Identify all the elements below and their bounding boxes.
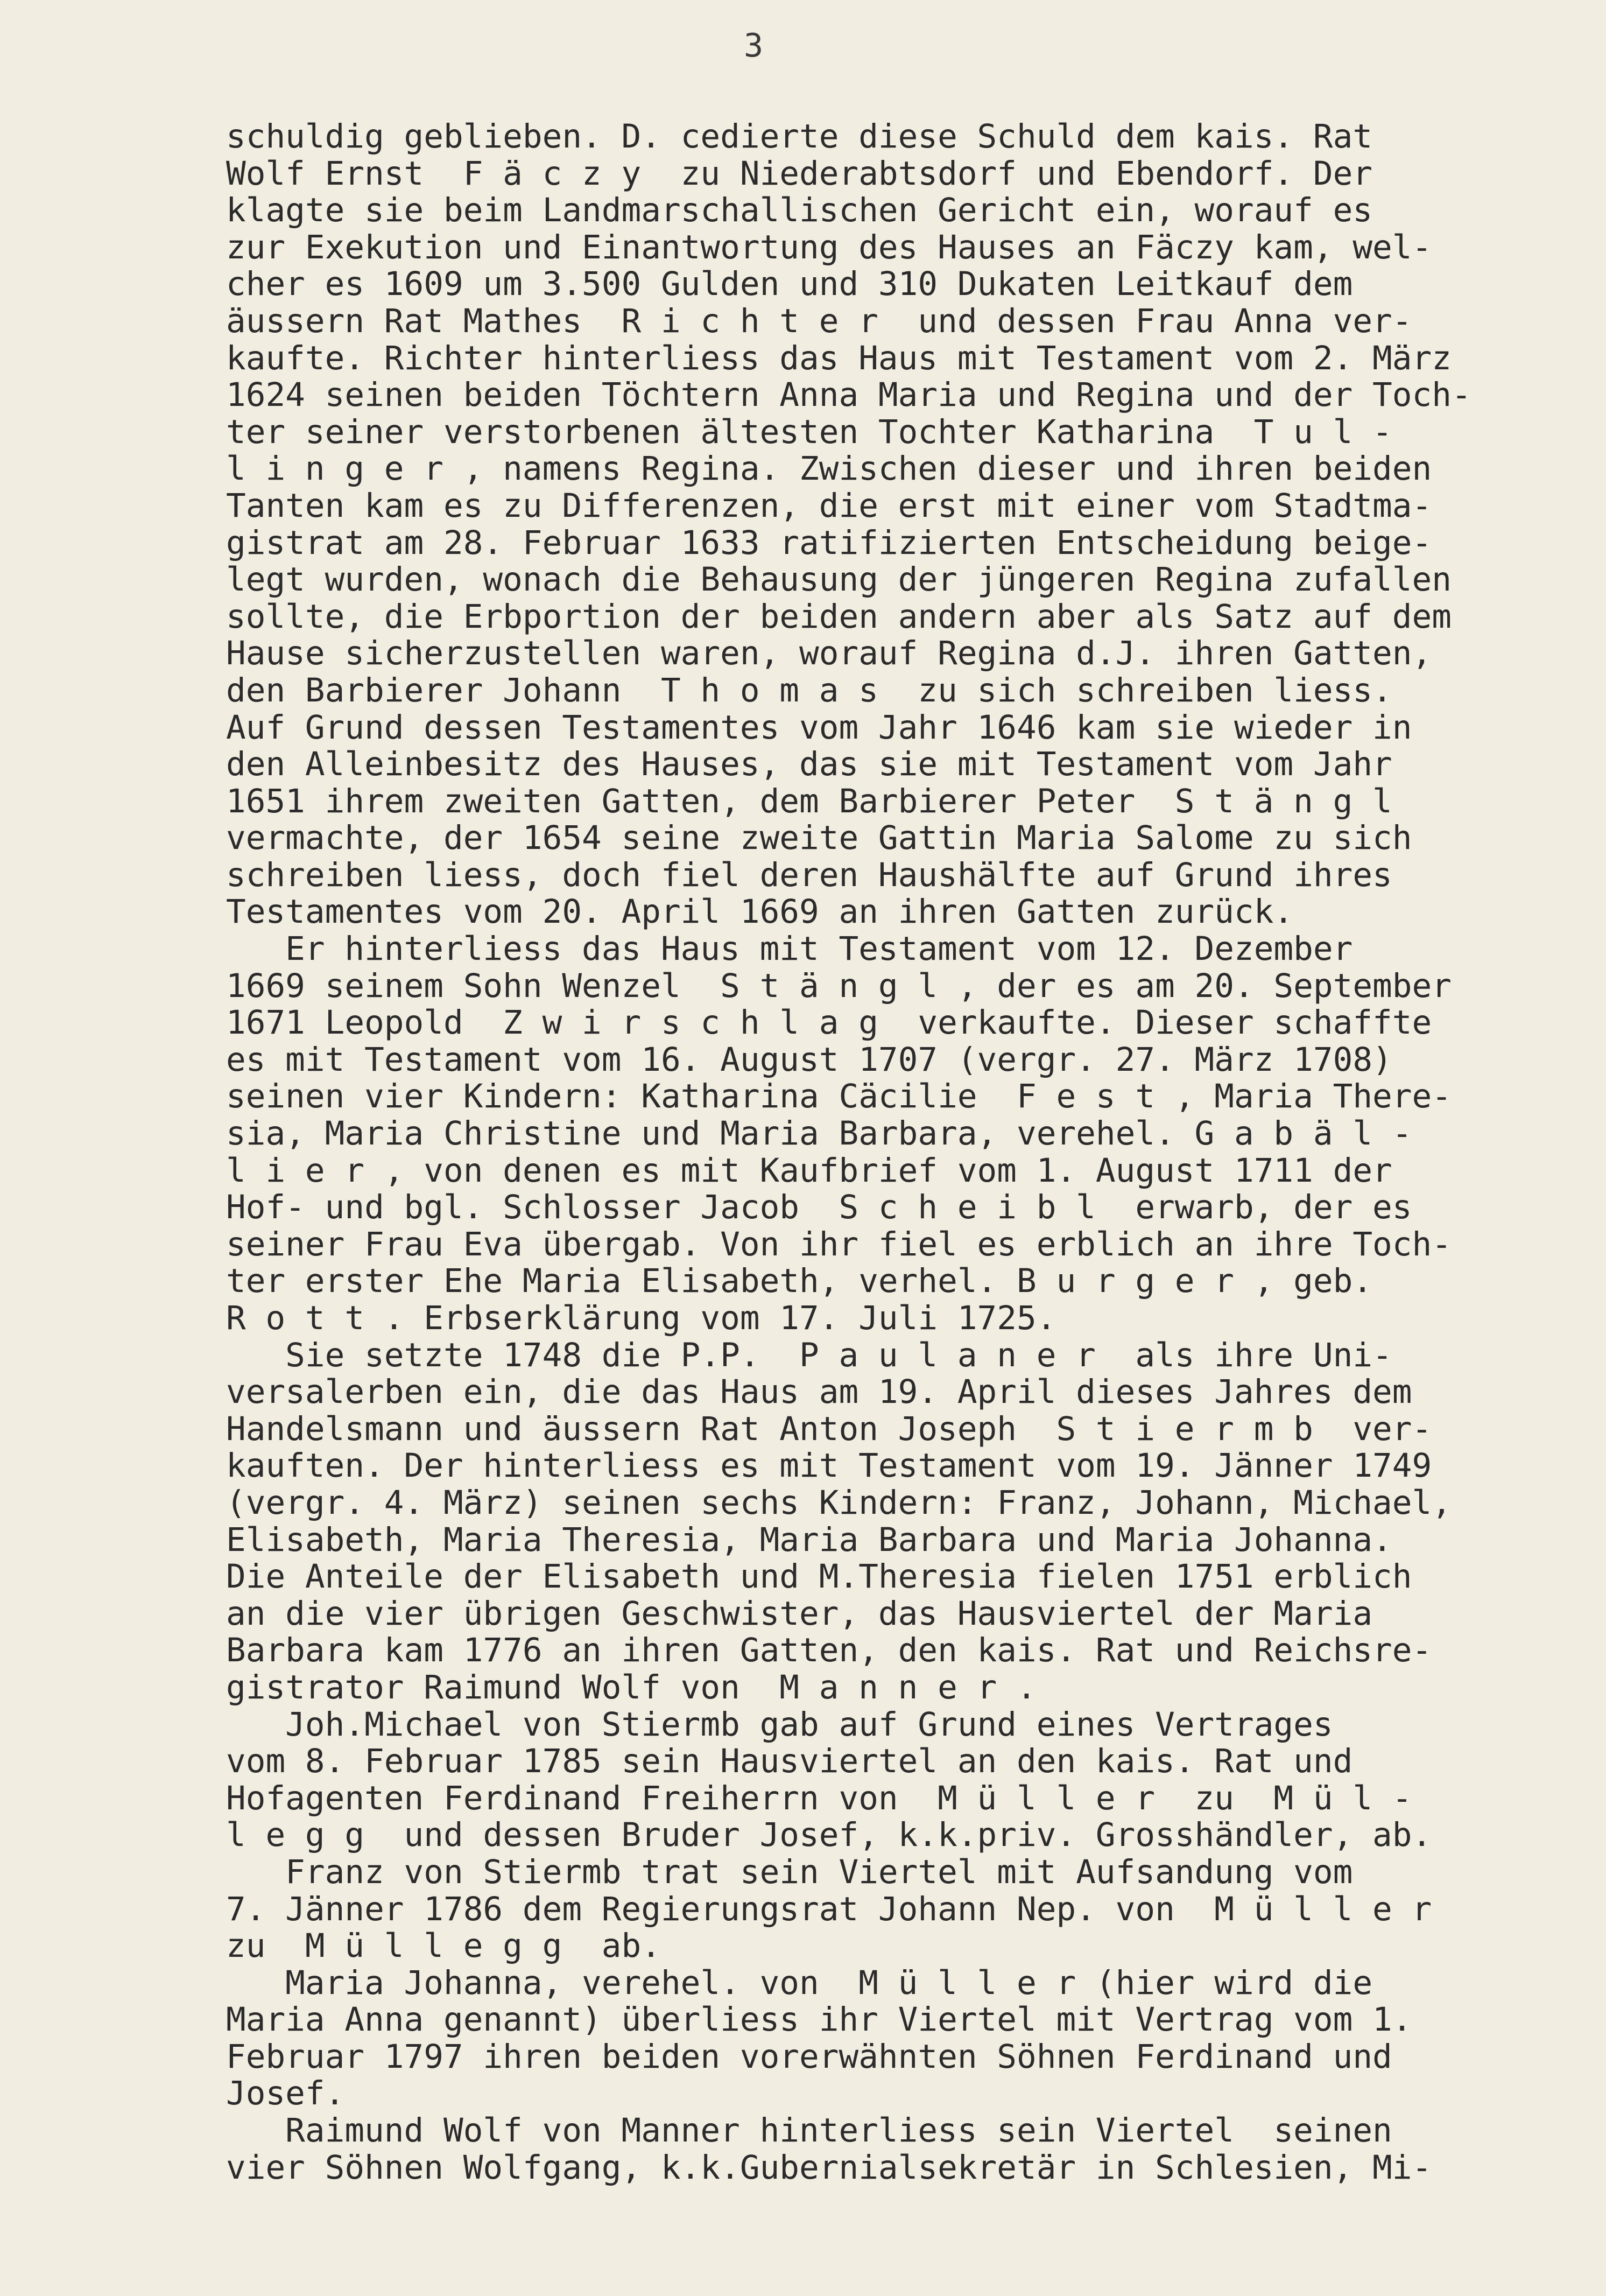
text-line: l i n g e r , namens Regina. Zwischen dieser und ihren beiden <box>226 450 1432 488</box>
text-line: sollte, die Erbportion der beiden andern aber als Satz auf dem <box>226 597 1452 636</box>
text-line: Die Anteile der Elisabeth und M.Theresia fielen 1751 erblich <box>226 1557 1412 1596</box>
text-line: gistrat am 28. Februar 1633 ratifizierten Entscheidung beige- <box>226 523 1432 562</box>
text-line: schuldig geblieben. D. cedierte diese Schuld dem kais. Rat <box>226 117 1373 156</box>
text-line: l e g g und dessen Bruder Josef, k.k.priv. Grosshändler, ab. <box>226 1816 1432 1855</box>
text-line: Franz von Stiermb trat sein Viertel mit Aufsandung vom <box>226 1852 1353 1891</box>
text-line: cher es 1609 um 3.500 Gulden und 310 Dukaten Leitkauf dem <box>226 265 1353 304</box>
text-line: ter erster Ehe Maria Elisabeth, verhel. B u r g e r , geb. <box>226 1262 1373 1301</box>
text-line: Testamentes vom 20. April 1669 an ihren Gatten zurück. <box>226 893 1294 931</box>
text-line: kauften. Der hinterliess es mit Testament vom 19. Jänner 1749 <box>226 1447 1432 1485</box>
text-line: gistrator Raimund Wolf von M a n n e r . <box>226 1668 1037 1707</box>
text-line: Maria Anna genannt) überliess ihr Viertel mit Vertrag vom 1. <box>226 2000 1412 2039</box>
text-line: Hause sicherzustellen waren, worauf Regina d.J. ihren Gatten, <box>226 634 1432 673</box>
text-line: Maria Johanna, verehel. von M ü l l e r (hier wird die <box>226 1963 1373 2002</box>
text-line: 1651 ihrem zweiten Gatten, dem Barbierer Peter S t ä n g l <box>226 782 1392 820</box>
text-line: seinen vier Kindern: Katharina Cäcilie F e s t , Maria There- <box>226 1077 1452 1116</box>
text-line: Elisabeth, Maria Theresia, Maria Barbara und Maria Johanna. <box>226 1520 1392 1559</box>
text-line: Handelsmann und äussern Rat Anton Joseph S t i e r m b ver- <box>226 1409 1432 1448</box>
text-line: zu M ü l l e g g ab. <box>226 1927 661 1965</box>
text-line: 1624 seinen beiden Töchtern Anna Maria und Regina und der Toch- <box>226 376 1471 415</box>
text-line: l i e r , von denen es mit Kaufbrief vom 1. August 1711 der <box>226 1151 1392 1190</box>
text-line: vier Söhnen Wolfgang, k.k.Gubernialsekretär in Schlesien, Mi- <box>226 2148 1432 2187</box>
text-line: Tanten kam es zu Differenzen, die erst mit einer vom Stadtma- <box>226 486 1432 525</box>
text-line: Sie setzte 1748 die P.P. P a u l a n e r als ihre Uni- <box>226 1336 1392 1374</box>
text-line: versalerben ein, die das Haus am 19. April dieses Jahres dem <box>226 1373 1412 1412</box>
text-line: 7. Jänner 1786 dem Regierungsrat Johann Nep. von M ü l l e r <box>226 1890 1432 1928</box>
text-line: an die vier übrigen Geschwister, das Hausviertel der Maria <box>226 1594 1373 1633</box>
text-line: ter seiner verstorbenen ältesten Tochter Katharina T u l - <box>226 412 1392 451</box>
text-line: legt wurden, wonach die Behausung der jüngeren Regina zufallen <box>226 560 1452 599</box>
text-line: klagte sie beim Landmarschallischen Gericht ein, worauf es <box>226 191 1373 230</box>
body-text <box>226 118 1572 2186</box>
text-line: schreiben liess, doch fiel deren Haushälfte auf Grund ihres <box>226 855 1392 894</box>
text-line: vermachte, der 1654 seine zweite Gattin Maria Salome zu sich <box>226 819 1412 858</box>
text-line: den Barbierer Johann T h o m a s zu sich schreiben liess. <box>226 671 1392 710</box>
text-line: Februar 1797 ihren beiden vorerwähnten Söhnen Ferdinand und <box>226 2037 1392 2076</box>
text-line: kaufte. Richter hinterliess das Haus mit Testament vom 2. März <box>226 339 1452 377</box>
text-line: Joh.Michael von Stiermb gab auf Grund eines Vertrages <box>226 1705 1333 1744</box>
text-line: Auf Grund dessen Testamentes vom Jahr 1646 kam sie wieder in <box>226 708 1412 747</box>
text-line: äussern Rat Mathes R i c h t e r und dessen Frau Anna ver- <box>226 301 1412 340</box>
text-line: Raimund Wolf von Manner hinterliess sein Viertel seinen <box>226 2111 1392 2150</box>
text-line: den Alleinbesitz des Hauses, das sie mit Testament vom Jahr <box>226 745 1392 784</box>
text-line: Josef. <box>226 2074 345 2113</box>
text-line: Barbara kam 1776 an ihren Gatten, den kais. Rat und Reichsre- <box>226 1631 1432 1670</box>
text-line: vom 8. Februar 1785 sein Hausviertel an den kais. Rat und <box>226 1742 1353 1781</box>
text-line: Wolf Ernst F ä c z y zu Niederabtsdorf und Ebendorf. Der <box>226 154 1373 193</box>
text-line: sia, Maria Christine und Maria Barbara, verehel. G a b ä l - <box>226 1114 1412 1153</box>
text-line: Hof- und bgl. Schlosser Jacob S c h e i b l erwarb, der es <box>226 1188 1412 1227</box>
text-line: zur Exekution und Einantwortung des Hauses an Fäczy kam, wel- <box>226 228 1432 266</box>
text-line: Hofagenten Ferdinand Freiherrn von M ü l l e r zu M ü l - <box>226 1779 1412 1817</box>
text-line: R o t t . Erbserklärung vom 17. Juli 1725. <box>226 1299 1056 1337</box>
page-number: 3 <box>743 27 764 65</box>
text-line: 1671 Leopold Z w i r s c h l a g verkaufte. Dieser schaffte <box>226 1003 1432 1042</box>
text-line: Er hinterliess das Haus mit Testament vom 12. Dezember <box>226 930 1353 968</box>
text-line: seiner Frau Eva übergab. Von ihr fiel es erblich an ihre Toch- <box>226 1225 1452 1263</box>
text-line: es mit Testament vom 16. August 1707 (vergr. 27. März 1708) <box>226 1040 1392 1079</box>
text-line: 1669 seinem Sohn Wenzel S t ä n g l , der es am 20. September <box>226 966 1452 1005</box>
text-line: (vergr. 4. März) seinen sechs Kindern: Franz, Johann, Michael, <box>226 1483 1452 1522</box>
